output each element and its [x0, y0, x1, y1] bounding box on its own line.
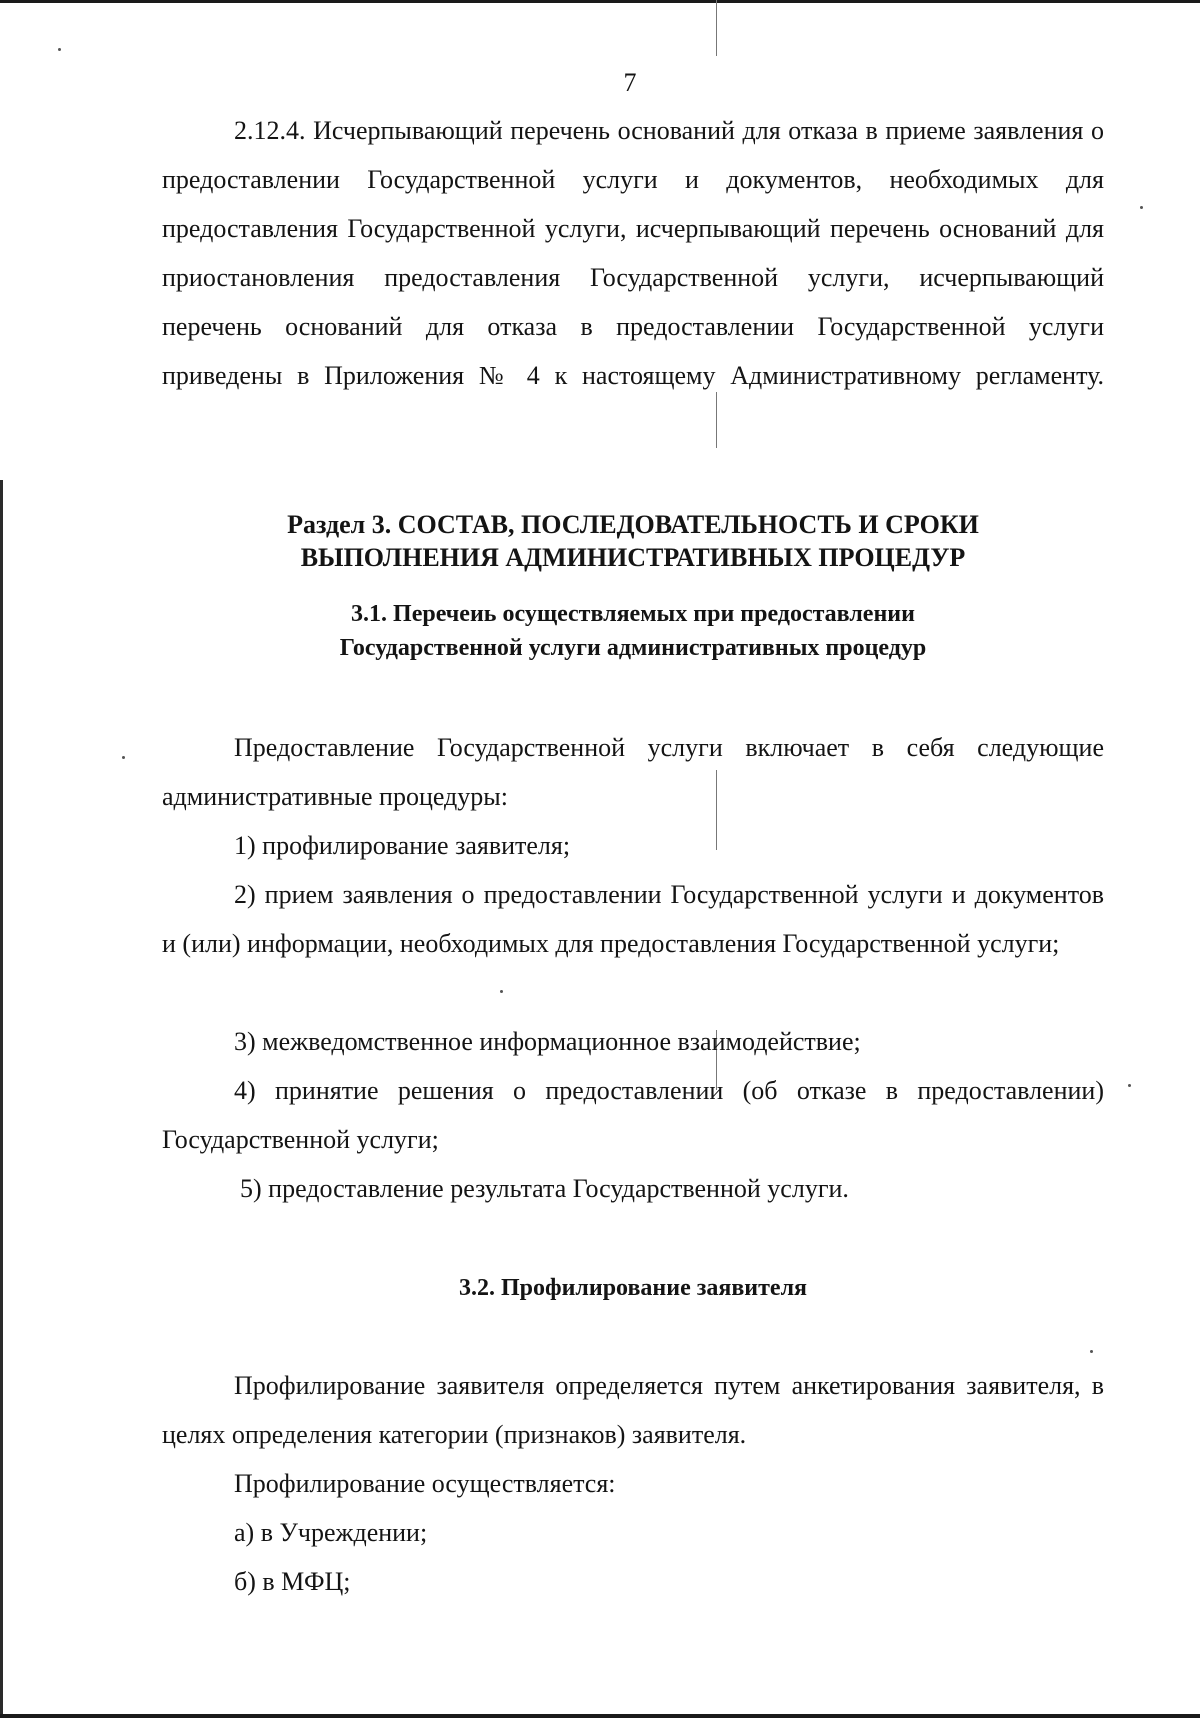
scan-edge-left — [0, 480, 3, 1718]
scan-speck — [1090, 1350, 1093, 1353]
section-3-heading-line: Раздел 3. СОСТАВ, ПОСЛЕДОВАТЕЛЬНОСТЬ И СРОКИ — [287, 510, 979, 539]
profiling-item: б) в МФЦ; — [234, 1567, 351, 1596]
procedure-item: 5) предоставление результата Государственной услуги. — [240, 1174, 849, 1203]
procedure-item: 3) межведомственное информационное взаимодействие; — [234, 1027, 861, 1056]
section-3-heading — [162, 508, 1104, 574]
profiling-item: а) в Учреждении; — [234, 1518, 428, 1547]
subsection-3-2-heading: 3.2. Профилирование заявителя — [458, 1275, 808, 1301]
scan-edge-bottom — [0, 1714, 1200, 1718]
paragraph-2-12-4: 2.12.4. Исчерпывающий перечень оснований для отказа в приеме заявления о предоставлении Государственной услуги и документов, необходимых для предоставления Государственной услуги, исчерпывающий перечень оснований для приостановления предоставления Государственной услуги, исчерпывающий перечень оснований для отказа в предоставлении Государственной услуги приведены в Приложения № 4 к настоящему Административному регламенту. — [162, 116, 1104, 390]
fold-line — [716, 392, 717, 448]
procedure-item: 1) профилирование заявителя; — [234, 831, 571, 860]
procedure-item: 4) принятие решения о предоставлении (об отказе в предоставлении) Государственной услуги; — [162, 1076, 1104, 1154]
scan-speck — [58, 48, 61, 51]
scan-speck — [500, 990, 503, 993]
subsection-3-1-heading — [162, 597, 1104, 665]
scan-speck — [122, 756, 125, 759]
profiling-where: Профилирование осуществляется: — [234, 1469, 616, 1498]
procedures-intro: Предоставление Государственной услуги включает в себя следующие административные процедуры: — [162, 733, 1104, 811]
fold-line — [716, 0, 717, 56]
page-number: 7 — [623, 68, 637, 97]
scan-edge-top — [0, 0, 1200, 3]
profiling-paragraph: Профилирование заявителя определяется путем анкетирования заявителя, в целях определения категории (признаков) заявителя. — [162, 1371, 1104, 1449]
procedure-item: 2) прием заявления о предоставлении Государственной услуги и документов и (или) информации, необходимых для предоставления Государственной услуги; — [162, 880, 1104, 958]
scan-speck — [1140, 206, 1143, 209]
subsection-3-1-heading-line: Государственной услуги административных процедур — [339, 635, 927, 661]
section-3-heading-line: ВЫПОЛНЕНИЯ АДМИНИСТРАТИВНЫХ ПРОЦЕДУР — [300, 543, 966, 572]
subsection-3-1-heading-line: 3.1. Перечеиь осуществляемых при предоставлении — [351, 601, 915, 627]
scan-speck — [1128, 1084, 1131, 1087]
